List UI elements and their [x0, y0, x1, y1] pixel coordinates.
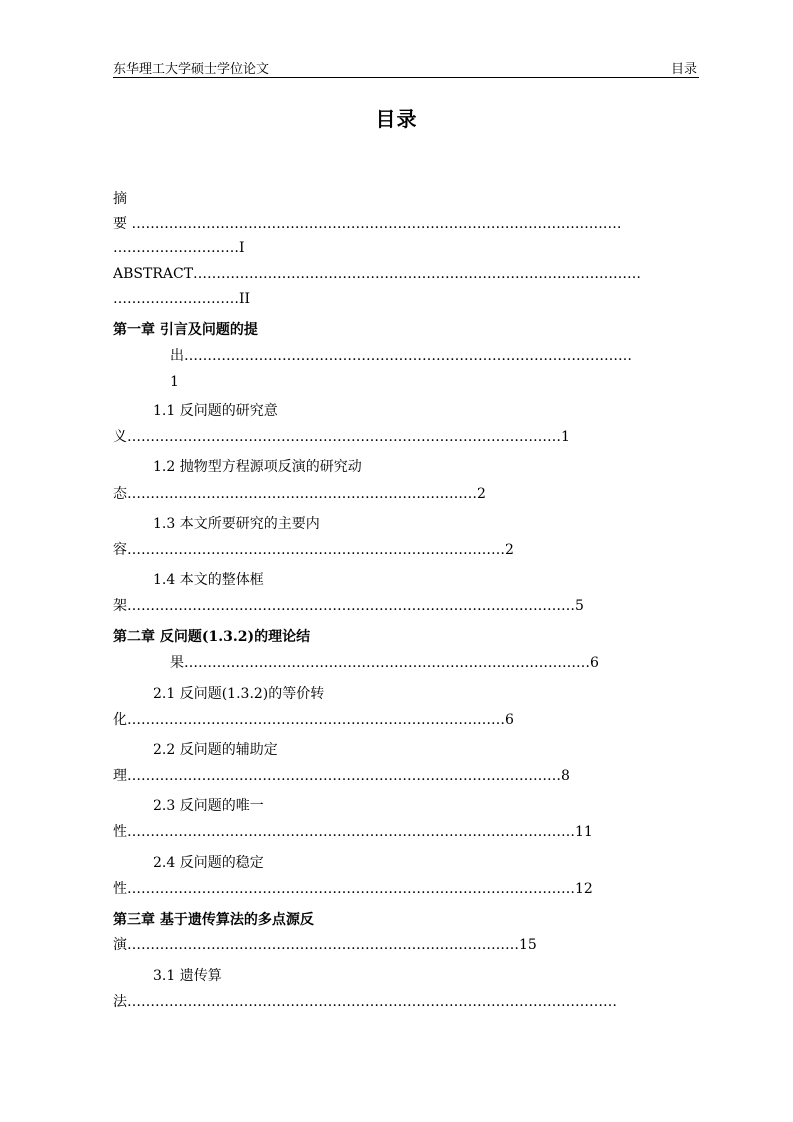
- toc-entry-section-2-4-line1[interactable]: 2.4 反问题的稳定: [153, 855, 264, 871]
- toc-entry-abstract-cn-line3[interactable]: ………………………I: [113, 240, 245, 256]
- toc-entry-section-2-1-line1[interactable]: 2.1 反问题(1.3.2)的等价转: [153, 686, 325, 702]
- toc-entry-section-2-3-line1[interactable]: 2.3 反问题的唯一: [153, 798, 264, 814]
- header-section-name: 目录: [670, 62, 697, 77]
- page-header: [113, 57, 699, 78]
- toc-entry-section-3-1-line2[interactable]: 法……………………………………………………………………………………………: [113, 994, 617, 1010]
- toc-entry-section-1-2-line2[interactable]: 态…………………………………………………………………2: [113, 486, 486, 502]
- toc-entry-section-1-4-line1[interactable]: 1.4 本文的整体框: [153, 572, 264, 588]
- toc-entry-chapter-1-page[interactable]: 1: [170, 374, 179, 390]
- toc-entry-abstract-en-line2[interactable]: ………………………II: [113, 291, 251, 307]
- toc-entry-abstract-en-line1[interactable]: ABSTRACT……………………………………………………………………………………: [113, 266, 642, 282]
- toc-entry-chapter-3-line2[interactable]: 演…………………………………………………………………………15: [113, 937, 537, 953]
- toc-entry-section-1-3-line1[interactable]: 1.3 本文所要研究的主要内: [153, 516, 320, 532]
- toc-entry-chapter-1-line2[interactable]: 出……………………………………………………………………………………: [170, 348, 632, 364]
- toc-entry-chapter-2-line1[interactable]: 第二章 反问题(1.3.2)的理论结: [113, 629, 311, 645]
- toc-entry-chapter-2-line2[interactable]: 果……………………………………………………………………………6: [170, 655, 599, 671]
- toc-entry-abstract-cn-line1[interactable]: 摘: [113, 191, 127, 207]
- toc-entry-section-3-1-line1[interactable]: 3.1 遗传算: [153, 968, 222, 984]
- toc-entry-section-1-3-line2[interactable]: 容………………………………………………………………………2: [113, 542, 514, 558]
- toc-title: 目录: [375, 107, 418, 131]
- toc-entry-section-1-4-line2[interactable]: 架……………………………………………………………………………………5: [113, 598, 584, 614]
- toc-entry-section-2-1-line2[interactable]: 化………………………………………………………………………6: [113, 712, 514, 728]
- toc-entry-chapter-1-line1[interactable]: 第一章 引言及问题的提: [113, 322, 258, 338]
- toc-entry-section-1-1-line2[interactable]: 义…………………………………………………………………………………1: [113, 429, 570, 445]
- toc-entry-section-2-4-line2[interactable]: 性……………………………………………………………………………………12: [113, 881, 593, 897]
- toc-entry-section-1-1-line1[interactable]: 1.1 反问题的研究意: [153, 403, 278, 419]
- toc-entry-section-1-2-line1[interactable]: 1.2 抛物型方程源项反演的研究动: [153, 459, 362, 475]
- toc-entry-chapter-3-line1[interactable]: 第三章 基于遗传算法的多点源反: [113, 912, 314, 928]
- toc-entry-section-2-3-line2[interactable]: 性……………………………………………………………………………………11: [113, 824, 593, 840]
- header-thesis-title: 东华理工大学硕士学位论文: [113, 62, 270, 77]
- toc-entry-section-2-2-line1[interactable]: 2.2 反问题的辅助定: [153, 742, 278, 758]
- toc-entry-section-2-2-line2[interactable]: 理…………………………………………………………………………………8: [113, 768, 570, 784]
- toc-entry-abstract-cn-line2[interactable]: 要 ……………………………………………………………………………………………: [113, 216, 622, 232]
